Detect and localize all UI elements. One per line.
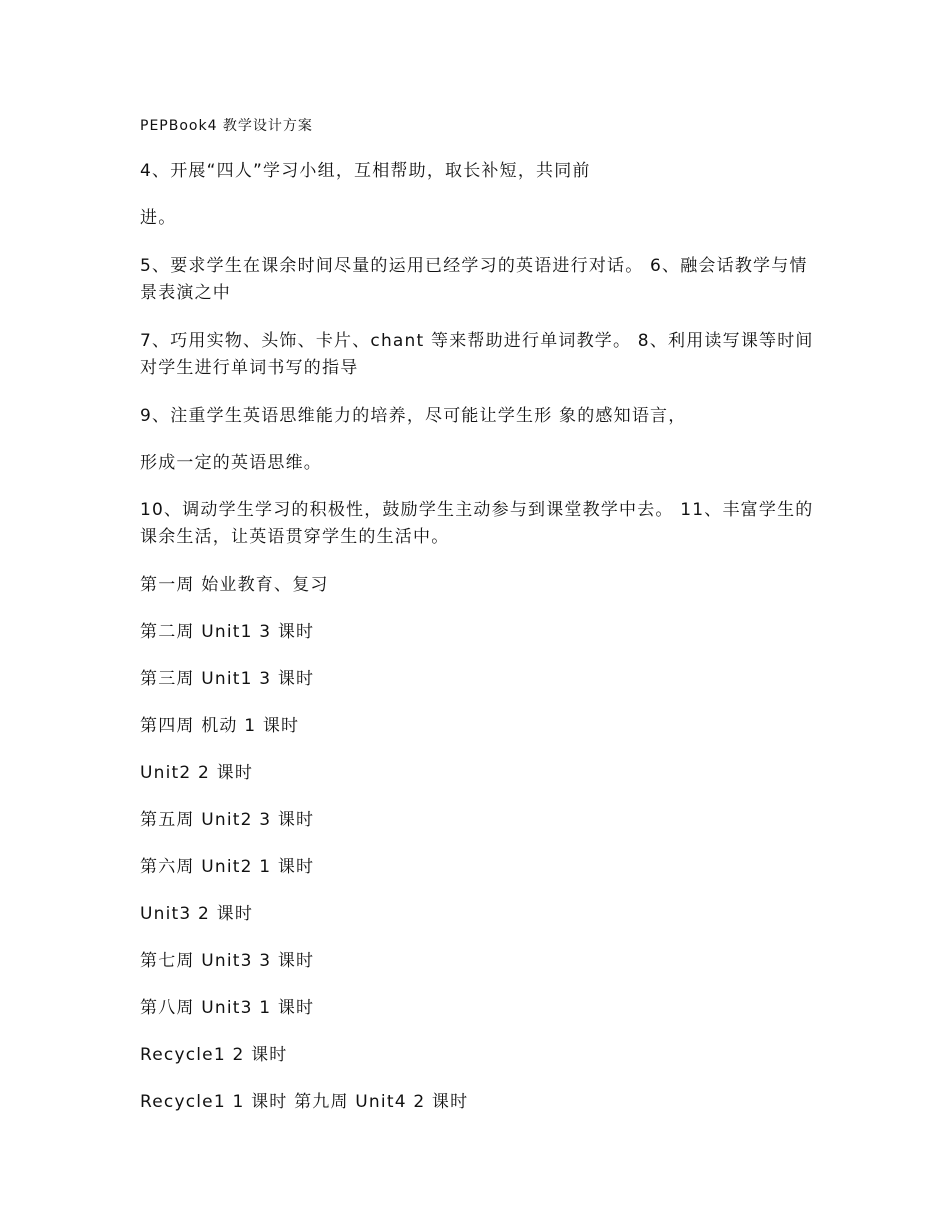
schedule-line: Recycle1 1 课时 第九周 Unit4 2 课时 bbox=[140, 1092, 469, 1112]
paragraph-item-7-8: 7、巧用实物、头饰、卡片、chant 等来帮助进行单词教学。 8、利用读写课等时间对学生进行单词书写的指导 bbox=[140, 331, 814, 378]
schedule-line: 第八周 Unit3 1 课时 bbox=[140, 998, 315, 1018]
paragraph-item-4: 4、开展“四人”学习小组，互相帮助，取长补短，共同前 bbox=[140, 161, 591, 181]
schedule-line: 第四周 机动 1 课时 bbox=[140, 716, 300, 736]
schedule-line: 第六周 Unit2 1 课时 bbox=[140, 857, 315, 877]
paragraph-item-9-continued: 形成一定的英语思维。 bbox=[140, 453, 322, 473]
schedule-line: 第二周 Unit1 3 课时 bbox=[140, 622, 315, 642]
paragraph-item-5-6: 5、要求学生在课余时间尽量的运用已经学习的英语进行对话。 6、融会话教学与情景表演之中 bbox=[140, 256, 808, 303]
schedule-line: Unit2 2 课时 bbox=[140, 763, 254, 783]
paragraph-item-10-11: 10、调动学生学习的积极性，鼓励学生主动参与到课堂教学中去。 11、丰富学生的课余生活，让英语贯穿学生的生活中。 bbox=[140, 500, 814, 547]
paragraph-item-9: 9、注重学生英语思维能力的培养，尽可能让学生形 象的感知语言， bbox=[140, 406, 687, 426]
document-header: PEPBook4 教学设计方案 bbox=[140, 118, 313, 134]
schedule-line: Recycle1 2 课时 bbox=[140, 1045, 288, 1065]
schedule-line: 第七周 Unit3 3 课时 bbox=[140, 951, 315, 971]
schedule-line: 第一周 始业教育、复习 bbox=[140, 575, 329, 595]
schedule-line: 第五周 Unit2 3 课时 bbox=[140, 810, 315, 830]
schedule-line: 第三周 Unit1 3 课时 bbox=[140, 669, 315, 689]
schedule-line: Unit3 2 课时 bbox=[140, 904, 254, 924]
paragraph-item-4-continued: 进。 bbox=[140, 208, 177, 228]
